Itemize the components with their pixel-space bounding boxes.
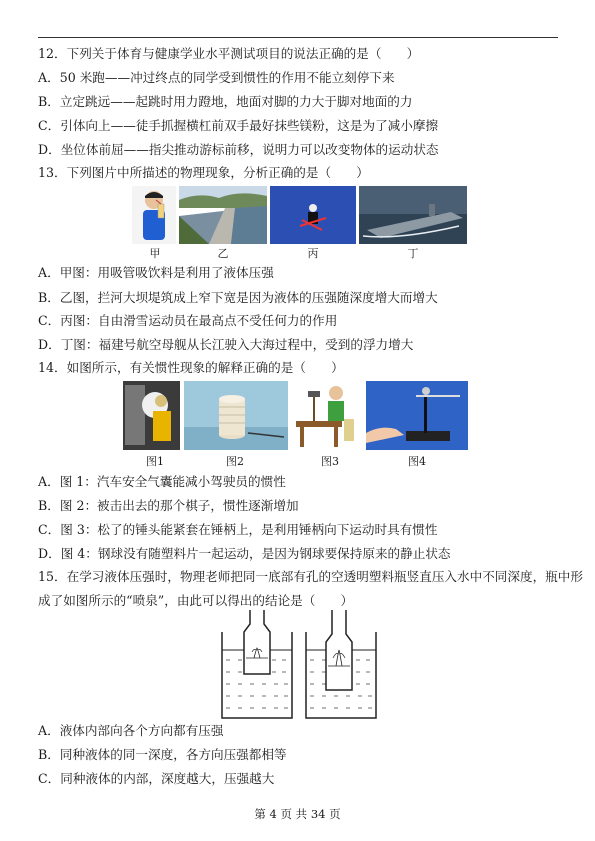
q14-caption-fig1: 图1 xyxy=(146,455,164,468)
q14-figure4-steel-ball xyxy=(366,381,468,450)
q14-option-a[interactable]: A．图 1：汽车安全气囊能减小驾驶员的惯性 xyxy=(38,474,286,489)
q15-option-b[interactable]: B．同种液体的同一深度，各方向压强都相等 xyxy=(38,747,287,762)
q13-option-c[interactable]: C．丙图：自由滑雪运动员在最高点不受任何力的作用 xyxy=(38,313,338,328)
header-rule xyxy=(38,37,558,38)
q14-figure1-airbag xyxy=(123,381,180,450)
q13-caption-yi: 乙 xyxy=(217,247,229,260)
q14-option-d[interactable]: D．图 4：钢球没有随塑料片一起运动，是因为钢球要保持原来的静止状态 xyxy=(38,546,451,561)
q14-caption-fig3: 图3 xyxy=(321,455,339,468)
q13-figure-yi-dam xyxy=(179,186,267,244)
q13-caption-jia: 甲 xyxy=(149,247,161,260)
q12-option-c[interactable]: C．引体向上——徒手抓握横杠前双手最好抹些镁粉，这是为了减小摩擦 xyxy=(38,118,439,133)
q12-option-a[interactable]: A．50 米跑——冲过终点的同学受到惯性的作用不能立刻停下来 xyxy=(38,70,395,85)
page-footer: 第 4 页 共 34 页 xyxy=(254,807,341,821)
q13-figure-bing-skier xyxy=(270,186,356,244)
q12-option-d[interactable]: D．坐位体前屈——指尖推动游标前移，说明力可以改变物体的运动状态 xyxy=(38,142,439,157)
q15-option-a[interactable]: A．液体内部向各个方向都有压强 xyxy=(38,723,224,738)
q15-option-c[interactable]: C．同种液体的内部，深度越大，压强越大 xyxy=(38,771,275,786)
q13-figure-jia-boy-drinking xyxy=(132,186,176,244)
q15-figure-bottle-fountain xyxy=(218,610,380,720)
q15-stem-line1: 15．在学习液体压强时，物理老师把同一底部有孔的空透明塑料瓶竖直压入水中不同深度，瓶中形 xyxy=(38,569,583,584)
q13-option-a[interactable]: A．甲图：用吸管吸饮料是利用了液体压强 xyxy=(38,265,274,280)
q14-figure2-chess-stack xyxy=(184,381,288,450)
q14-option-b[interactable]: B．图 2：被击出去的那个棋子，惯性逐渐增加 xyxy=(38,498,299,513)
q13-caption-ding: 丁 xyxy=(407,247,419,260)
q13-option-d[interactable]: D．丁图：福建号航空母舰从长江驶入大海过程中，受到的浮力增大 xyxy=(38,337,414,352)
q12-option-b[interactable]: B．立定跳远——起跳时用力蹬地，地面对脚的力大于脚对地面的力 xyxy=(38,94,413,109)
q14-caption-fig2: 图2 xyxy=(226,455,244,468)
q13-option-b[interactable]: B．乙图，拦河大坝堤筑成上窄下宽是因为液体的压强随深度增大而增大 xyxy=(38,290,438,305)
q14-figure3-hammer xyxy=(292,381,364,450)
q13-caption-bing: 丙 xyxy=(307,247,319,260)
q12-stem: 12．下列关于体育与健康学业水平测试项目的说法正确的是（ ） xyxy=(38,46,420,61)
q15-stem-line2: 成了如图所示的“喷泉”，由此可以得出的结论是（ ） xyxy=(38,593,354,608)
q13-figure-ding-aircraft-carrier xyxy=(359,186,467,244)
q14-option-c[interactable]: C．图 3：松了的锤头能紧套在锤柄上，是利用锤柄向下运动时具有惯性 xyxy=(38,522,438,537)
q14-caption-fig4: 图4 xyxy=(408,455,426,468)
q13-stem: 13．下列图片中所描述的物理现象，分析正确的是（ ） xyxy=(38,165,369,180)
q14-stem: 14．如图所示，有关惯性现象的解释正确的是（ ） xyxy=(38,360,344,375)
